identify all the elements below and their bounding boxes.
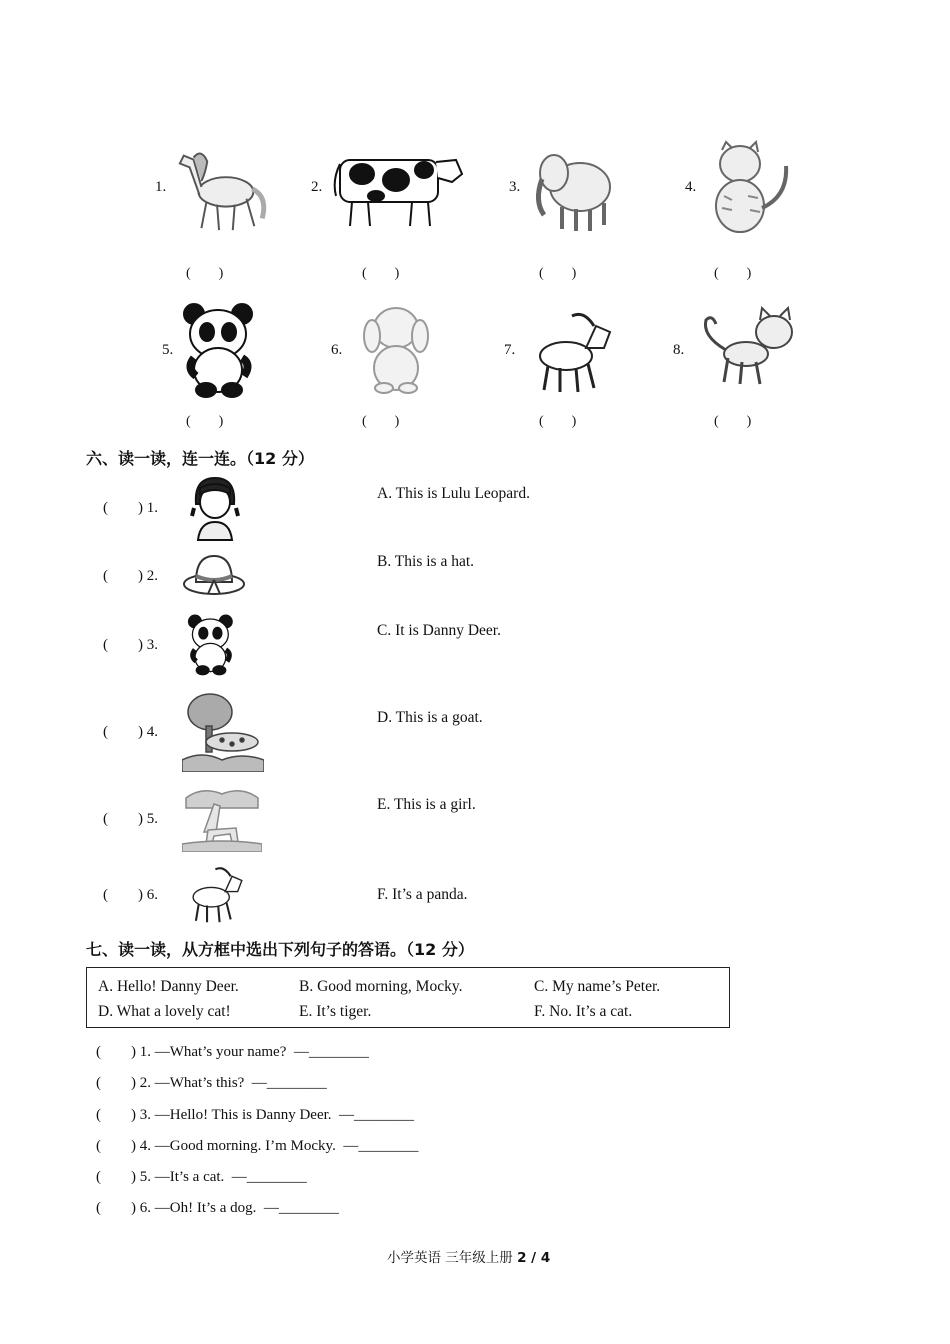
section-seven-heading: 七、读一读，从方框中选出下列句子的答语。（12 分） xyxy=(86,940,474,959)
deer-icon xyxy=(182,784,262,852)
elephant-icon xyxy=(528,145,618,233)
answer-paren[interactable]: ( ) xyxy=(714,266,752,281)
match-prefix[interactable]: ( ) 6. xyxy=(103,887,158,903)
item-number: 7. xyxy=(504,342,516,358)
question-item[interactable]: ( ) 4. —Good morning. I’m Mocky. —________ xyxy=(96,1138,419,1154)
option-d: D. What a lovely cat! xyxy=(98,1003,231,1020)
question-item[interactable]: ( ) 1. —What’s your name? —________ xyxy=(96,1044,369,1060)
page-number: 2 / 4 xyxy=(517,1250,551,1266)
leopard-icon xyxy=(182,690,264,772)
dog-icon xyxy=(356,298,438,396)
match-prefix[interactable]: ( ) 2. xyxy=(103,568,158,584)
match-prefix[interactable]: ( ) 4. xyxy=(103,724,158,740)
option-c: C. My name’s Peter. xyxy=(534,978,661,995)
match-prefix[interactable]: ( ) 5. xyxy=(103,811,158,827)
hat-icon xyxy=(182,552,246,596)
item-number: 1. xyxy=(155,179,167,195)
match-sentence: B. This is a hat. xyxy=(377,553,475,570)
match-prefix[interactable]: ( ) 3. xyxy=(103,637,158,653)
option-e: E. It’s tiger. xyxy=(299,1003,372,1020)
match-sentence: C. It is Danny Deer. xyxy=(377,622,501,639)
panda-icon xyxy=(186,612,236,676)
answer-paren[interactable]: ( ) xyxy=(539,414,577,429)
question-item[interactable]: ( ) 3. —Hello! This is Danny Deer. —________ xyxy=(96,1107,415,1123)
girl-icon xyxy=(190,474,240,542)
match-sentence: A. This is Lulu Leopard. xyxy=(377,485,530,502)
question-item[interactable]: ( ) 2. —What’s this? —________ xyxy=(96,1075,327,1091)
cat-icon xyxy=(698,306,802,388)
question-item[interactable]: ( ) 5. —It’s a cat. —________ xyxy=(96,1169,307,1185)
answer-paren[interactable]: ( ) xyxy=(362,414,400,429)
item-number: 2. xyxy=(311,179,323,195)
item-number: 3. xyxy=(509,179,521,195)
tiger-icon xyxy=(700,136,796,236)
answer-paren[interactable]: ( ) xyxy=(362,266,400,281)
item-number: 8. xyxy=(673,342,685,358)
footer-text: 小学英语 三年级上册 xyxy=(387,1250,518,1266)
item-number: 6. xyxy=(331,342,343,358)
option-f: F. No. It’s a cat. xyxy=(534,1003,633,1020)
match-sentence: F. It’s a panda. xyxy=(377,886,468,903)
answer-paren[interactable]: ( ) xyxy=(186,266,224,281)
panda-icon xyxy=(180,300,258,398)
match-sentence: D. This is a goat. xyxy=(377,709,483,726)
match-prefix[interactable]: ( ) 1. xyxy=(103,500,158,516)
item-number: 5. xyxy=(162,342,174,358)
goat-icon xyxy=(182,860,246,926)
section-six-heading: 六、读一读，连一连。（12 分） xyxy=(86,449,314,468)
answer-paren[interactable]: ( ) xyxy=(186,414,224,429)
answer-paren[interactable]: ( ) xyxy=(539,266,577,281)
horse-icon xyxy=(172,138,270,236)
answer-paren[interactable]: ( ) xyxy=(714,414,752,429)
answer-options-box xyxy=(86,967,730,1028)
option-a: A. Hello! Danny Deer. xyxy=(98,978,239,995)
match-sentence: E. This is a girl. xyxy=(377,796,476,813)
question-item[interactable]: ( ) 6. —Oh! It’s a dog. —________ xyxy=(96,1200,339,1216)
option-b: B. Good morning, Mocky. xyxy=(299,978,463,995)
cow-icon xyxy=(332,150,466,232)
goat-icon xyxy=(524,304,616,396)
item-number: 4. xyxy=(685,179,697,195)
page-footer xyxy=(387,1246,550,1266)
